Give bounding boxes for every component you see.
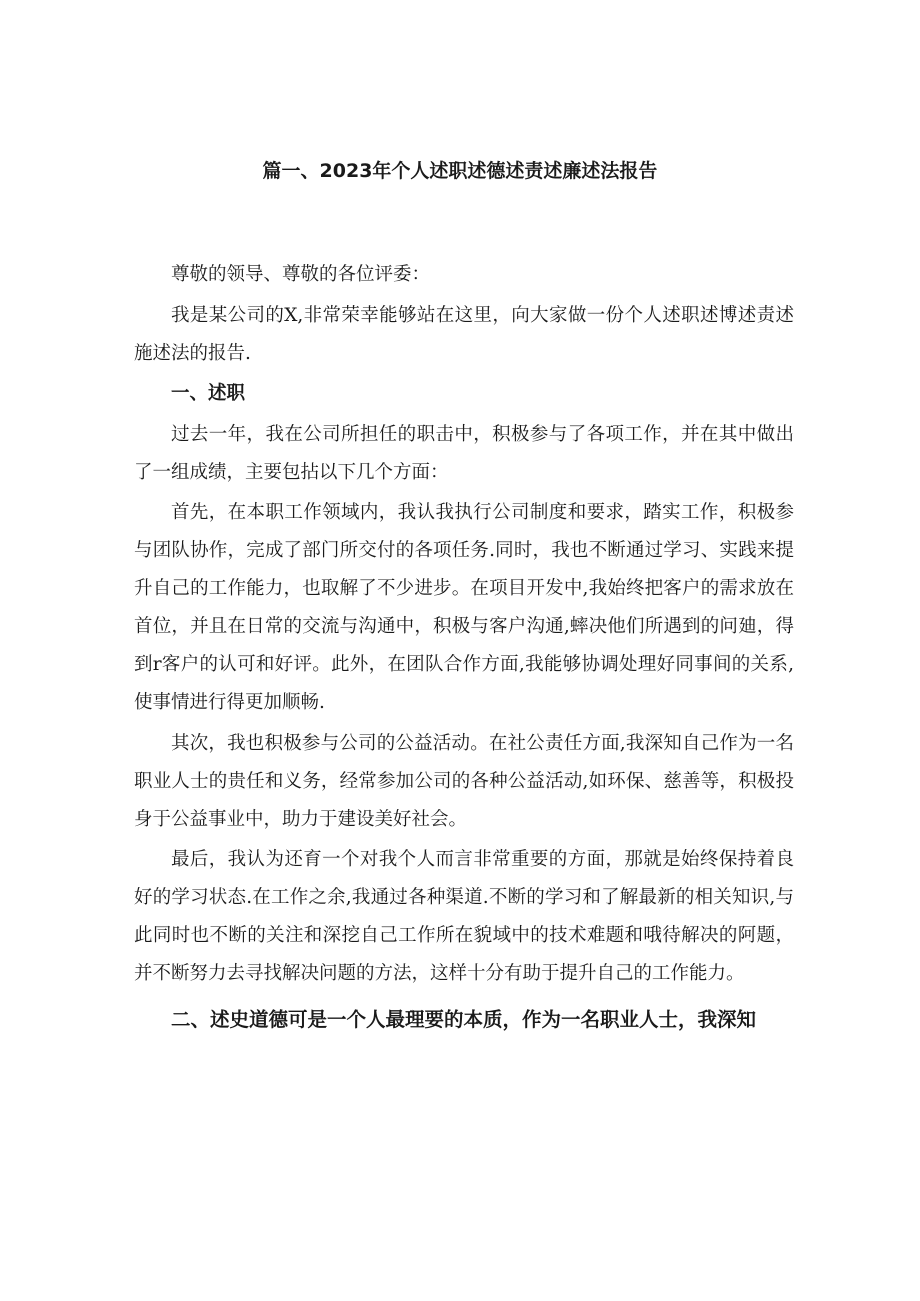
greeting-paragraph: 尊敬的领导、尊敬的各位评委： [171,264,431,285]
body-paragraph: 其次，我也积极参与公司的公益活动。在社公责任方面,我深知自己作为一名职业人士的贵任和义务，经常参加公司的各种公益活动,如环保、慈善等，积极投身于公益事业中，助力于建设美好社会。 [134,732,794,830]
body-paragraph: 过去一年，我在公司所担任的职击中，积极参与了各项工作，并在其中做出了一组成绩，主要包拈以下几个方面： [134,423,794,483]
document-title: 篇一、2023年个人述职述德述责述廉述法报告 [262,160,658,182]
body-paragraph: 最后，我认为还育一个对我个人而言非常重要的方面，那就是始终保持着良好的学习状态.在工作之余,我通过各种渠道.不断的学习和了解最新的相关知识,与此同时也不断的关注和深挖自己工作所在貌域中的技术难题和哦待解决的阿题，并不断努力去寻找解决问题的方法，这样十分有助于提升自己的工作能力。 [134,849,794,984]
intro-paragraph: 我是某公司的X,非常荣幸能够站在这里，向大家做一份个人述职述博述责述施述法的报告. [134,304,794,364]
section-heading-1: 一、述职 [171,383,246,404]
document-body [134,256,794,1042]
body-paragraph: 首先，在本职工作领域内，我认我执行公司制度和要求，踏实工作，积极参与团队协作，完成了部门所交付的各项任务.同时，我也不断通过学习、实践来提升自己的工作能力，也取解了不少进步。在项目开发中,我始终把客户的需求放在首位，并且在日常的交流与沟通中，积极与客户沟通,蟀决他们所遇到的问廸，得到r客户的认可和好评。此外，在团队合作方面,我能够协调处理好同事间的关系,使事情进行得更加顺畅. [134,502,794,713]
section-heading-2: 二、述史道德可是一个人最理要的本质，作为一名职业人士，我深知 [171,1008,757,1031]
